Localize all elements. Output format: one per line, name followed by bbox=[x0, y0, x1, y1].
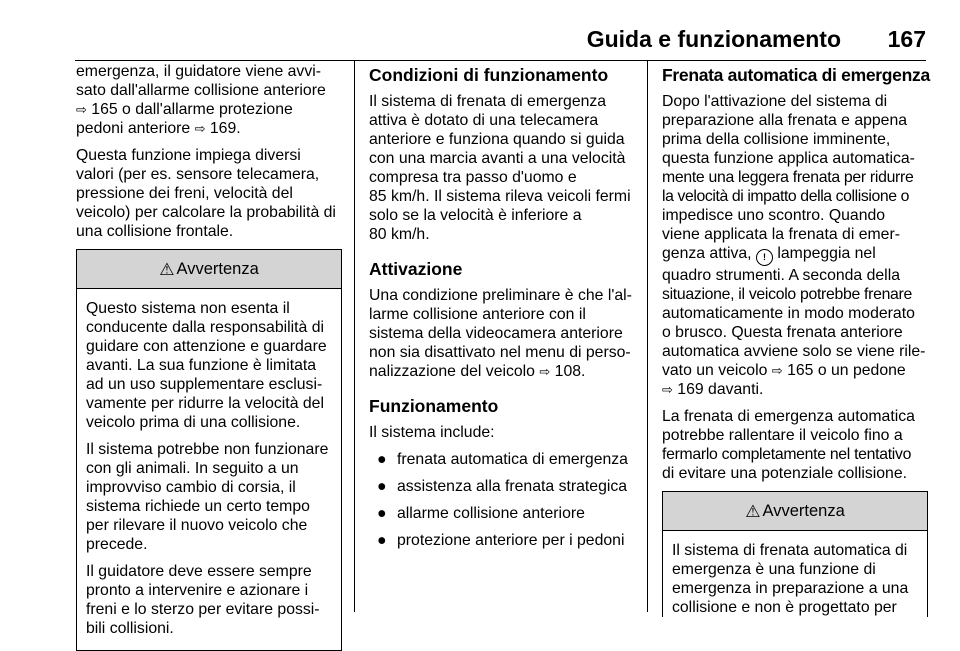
bullet-icon: ● bbox=[377, 478, 387, 495]
list-item: ● frenata automatica di emergenza bbox=[377, 451, 628, 468]
paragraph: Il sistema include: bbox=[369, 424, 495, 441]
paragraph: Dopo l'attivazione del sistema di preparazione alla frenata e appena prima della collisione imminente, questa funzione applica automatica- mente una leggera frenata per ridurre la velocità di impatto della collisione o impedisce uno scontro. Quando viene applicata la frenata di emer- genza attiva, ! lampeggia nel quadro strumenti. A seconda della situazione, il veicolo potrebbe frenare automaticamente in modo moderato o brusco. Questa frenata anteriore automatica avviene solo se viene rile- vato un veicolo ⇨ 165 o un pedone ⇨ 169 davanti. bbox=[662, 93, 926, 398]
paragraph: Questa funzione impiega diversi valori (per es. sensore telecamera, pressione dei freni, velocità del veicolo) per calcolare la probabilità di una collisione frontale. bbox=[76, 147, 336, 240]
paragraph: Una condizione preliminare è che l'al- larme collisione anteriore con il sistema della videocamera anteriore non sia disattivato nel menu di perso- nalizzazione del veicolo ⇨ 108. bbox=[369, 287, 632, 380]
page-reference-arrow-icon: ⇨ bbox=[194, 121, 206, 136]
warning-box bbox=[76, 249, 342, 651]
page-reference-arrow-icon: ⇨ bbox=[76, 102, 87, 117]
warning-paragraph: Questo sistema non esenta il conducente dalla responsabilità di guidare con attenzione e guardare avanti. La sua funzione è limitata ad un uso supplementare esclusi- vamente per ridurre la velocità del veicolo prima di una collisione. bbox=[86, 300, 327, 431]
header-title: Guida e funzionamento bbox=[586, 26, 841, 52]
column-divider-2 bbox=[647, 60, 648, 612]
page-reference-arrow-icon: ⇨ bbox=[771, 363, 783, 378]
page-reference-arrow-icon: ⇨ bbox=[539, 364, 551, 379]
page-reference-arrow-icon: ⇨ bbox=[662, 382, 673, 397]
column-divider-1 bbox=[354, 60, 355, 612]
warning-box-header: ⚠ Avvertenza bbox=[663, 492, 927, 531]
warning-box-header: ⚠ Avvertenza bbox=[77, 250, 341, 289]
paragraph: La frenata di emergenza automatica potrebbe rallentare il veicolo fino a fermarlo completamente nel tentativo di evitare una potenziale collisione. bbox=[662, 408, 915, 482]
paragraph: Il sistema di frenata di emergenza attiva è dotato di una telecamera anteriore e funziona quando si guida con una marcia avanti a una velocità compresa tra passo d'uomo e 85 km/h. Il sistema rileva veicoli fermi solo se la velocità è inferiore a 80 km/h. bbox=[369, 93, 631, 243]
page-header bbox=[75, 20, 926, 60]
list-item: ● assistenza alla frenata strategica bbox=[377, 478, 628, 495]
column-1 bbox=[76, 62, 342, 651]
bullet-icon: ● bbox=[377, 451, 387, 468]
warning-box-body bbox=[77, 289, 341, 650]
column-3 bbox=[662, 64, 928, 625]
page-number: 167 bbox=[887, 26, 926, 52]
section-heading: Attivazione bbox=[369, 259, 463, 279]
section-heading: Condizioni di funzionamento bbox=[369, 65, 609, 85]
warning-paragraph: Il guidatore deve essere sempre pronto a intervenire e azionare i freni e lo sterzo per evitare possi- bili collisioni. bbox=[86, 563, 320, 637]
warning-paragraph: Il sistema potrebbe non funzionare con gli animali. In seguito a un improvviso cambio di corsia, il sistema richiede un certo tempo per rilevare il nuovo veicolo che precede. bbox=[86, 441, 329, 553]
feature-list bbox=[369, 450, 635, 550]
section-heading: Funzionamento bbox=[369, 396, 499, 416]
bullet-icon: ● bbox=[377, 505, 387, 522]
list-item: ● protezione anteriore per i pedoni bbox=[377, 532, 625, 549]
warning-box-body bbox=[663, 531, 927, 617]
warning-triangle-icon: ⚠ bbox=[159, 259, 175, 279]
brake-warning-lamp-icon: ! bbox=[756, 249, 773, 266]
bullet-icon: ● bbox=[377, 532, 387, 549]
warning-triangle-icon: ⚠ bbox=[745, 501, 761, 521]
paragraph: emergenza, il guidatore viene avvi- sato dall'allarme collisione anteriore ⇨ 165 o dall'allarme protezione pedoni anteriore ⇨ 169. bbox=[76, 63, 326, 137]
header-rule bbox=[75, 60, 926, 61]
list-item: ● allarme collisione anteriore bbox=[377, 505, 585, 522]
warning-box bbox=[662, 491, 928, 617]
section-heading: Frenata automatica di emergenza bbox=[662, 65, 930, 85]
column-2 bbox=[369, 64, 635, 558]
warning-paragraph: Il sistema di frenata automatica di emergenza è una funzione di emergenza in preparazione a una collisione e non è progettato per bbox=[672, 542, 909, 616]
